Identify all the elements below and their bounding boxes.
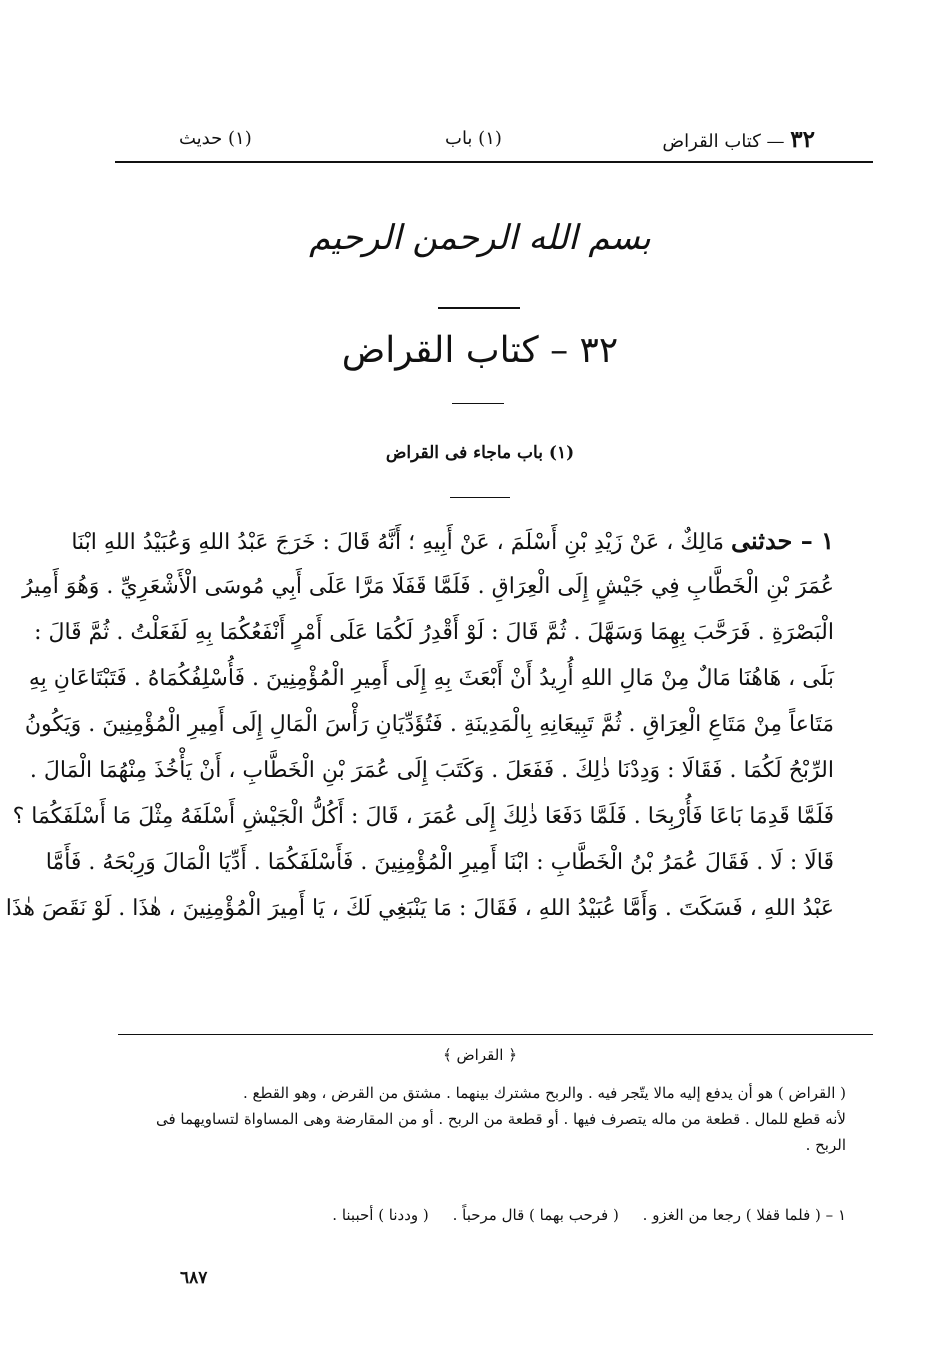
hadith-line: قَالَا : لَا . فَقَالَ عُمَرُ بْنُ الْخَطَّابِ : ابْنَا أَمِيرِ الْمُؤْمِنِينَ . فَأَسْلَفَكُمَا . أَدِّيَا الْمَالَ وَرِبْحَهُ . فَأَمَّا [45, 850, 834, 875]
gloss-item: ( وددنا ) أحببنا . [332, 1206, 429, 1224]
hadith-line: الْبَصْرَةِ . فَرَحَّبَ بِهِمَا وَسَهَّلَ . ثُمَّ قَالَ : لَوْ أَقْدِرُ لَكُمَا عَلَى أَمْرٍ أَنْفَعُكُمَا بِهِ لَفَعَلْتُ . ثُمَّ قَالَ : [34, 620, 834, 645]
footnote-line: ( القراض ) هو أن يدفع إليه مالا يتّجر فيه . والربح مشترك بينهما . مشتق من القرض ، وهو القطع . [242, 1084, 846, 1102]
hadith-line: الرِّبْحُ لَكُمَا . فَقَالَا : وَدِدْنَا ذٰلِكَ . فَفَعَلَ . وَكَتَبَ إِلَى عُمَرَ بْنِ الْخَطَّابِ ، أَنْ يَأْخُذَ مِنْهُمَا الْمَالَ . [29, 758, 834, 783]
ornament-rule [452, 403, 504, 404]
hadith-line-text: مَالِكٌ ، عَنْ زَيْدِ بْنِ أَسْلَمَ ، عَنْ أَبِيهِ ؛ أَنَّهُ قَالَ : خَرَجَ عَبْدُ اللهِ وَعُبَيْدُ اللهِ ابْنَا [71, 530, 725, 555]
hadith-line: مَتَاعاً مِنْ مَتَاعِ الْعِرَاقِ . ثُمَّ تَبِيعَانِهِ بِالْمَدِينَةِ . فَتُؤَدِّيَانِ رَأْسَ الْمَالِ إِلَى أَمِيرِ الْمُؤْمِنِينَ . وَيَكُونُ [24, 712, 834, 737]
hadith-line: بَلَى ، هَاهُنَا مَالٌ مِنْ مَالِ اللهِ أُرِيدُ أَنْ أَبْعَثَ بِهِ إِلَى أَمِيرِ الْمُؤْمِنِينَ . فَأُسْلِفُكُمَاهُ . فَتَبْتَاعَانِ بِهِ [28, 666, 834, 691]
footnote-heading: ﴿ القراض ﴾ [442, 1046, 518, 1064]
footnote-glosses [116, 1206, 846, 1224]
footnote-definition [116, 1080, 846, 1158]
book-label: — كتاب القراض [662, 131, 785, 152]
basmala: بسم الله الرحمن الرحيم [309, 218, 651, 258]
hadith-text [5, 518, 834, 932]
ornament-rule [450, 497, 510, 498]
book-number: ٣٢ [790, 126, 815, 153]
chapter-title: (١) باب ماجاء فى القراض [385, 443, 575, 463]
book-title: ٣٢ – كتاب القراض [341, 330, 619, 371]
hadith-lead: ١ – حدثنى [731, 526, 834, 555]
running-header-bab: (١) باب [445, 128, 502, 149]
running-header-book [662, 126, 815, 153]
header-rule [115, 161, 873, 163]
page-number: ٦٨٧ [180, 1268, 208, 1288]
footnote-line: الربح . [805, 1136, 846, 1154]
running-header [115, 120, 873, 160]
hadith-line [71, 518, 834, 564]
gloss-item: ( فلما قفلا ) رجعا من الغزو . [642, 1206, 821, 1224]
gloss-item: ( فرحب بهما ) قال مرحباً . [452, 1206, 619, 1224]
hadith-line: فَلَمَّا قَدِمَا بَاعَا فَأُرْبِحَا . فَلَمَّا دَفَعَا ذٰلِكَ إِلَى عُمَرَ ، قَالَ : أَكُلُّ الْجَيْشِ أَسْلَفَهُ مِثْلَ مَا أَسْلَفَكُمَا ؟ [12, 804, 834, 829]
footnote-line: لأنه قطع للمال . قطعة من ماله يتصرف فيها . أو قطعة من الربح . أو من المقارضة وهى المساواة لتساويهما فى [155, 1110, 846, 1128]
gloss-number: ١ – [825, 1206, 846, 1224]
ornament-rule [438, 307, 520, 309]
running-header-hadith: (١) حديث [179, 128, 252, 149]
hadith-line: عُمَرَ بْنِ الْخَطَّابِ فِي جَيْشٍ إِلَى الْعِرَاقِ . فَلَمَّا قَفَلَا مَرَّا عَلَى أَبِي مُوسَى الْأَشْعَرِيِّ . وَهُوَ أَمِيرُ [22, 574, 834, 599]
footnote-rule [118, 1034, 873, 1035]
hadith-line: عَبْدُ اللهِ ، فَسَكَتَ . وَأَمَّا عُبَيْدُ اللهِ ، فَقَالَ : مَا يَنْبَغِي لَكَ ، يَا أَمِيرَ الْمُؤْمِنِينَ ، هٰذَا . لَوْ نَقَصَ هٰذَا [5, 896, 834, 921]
